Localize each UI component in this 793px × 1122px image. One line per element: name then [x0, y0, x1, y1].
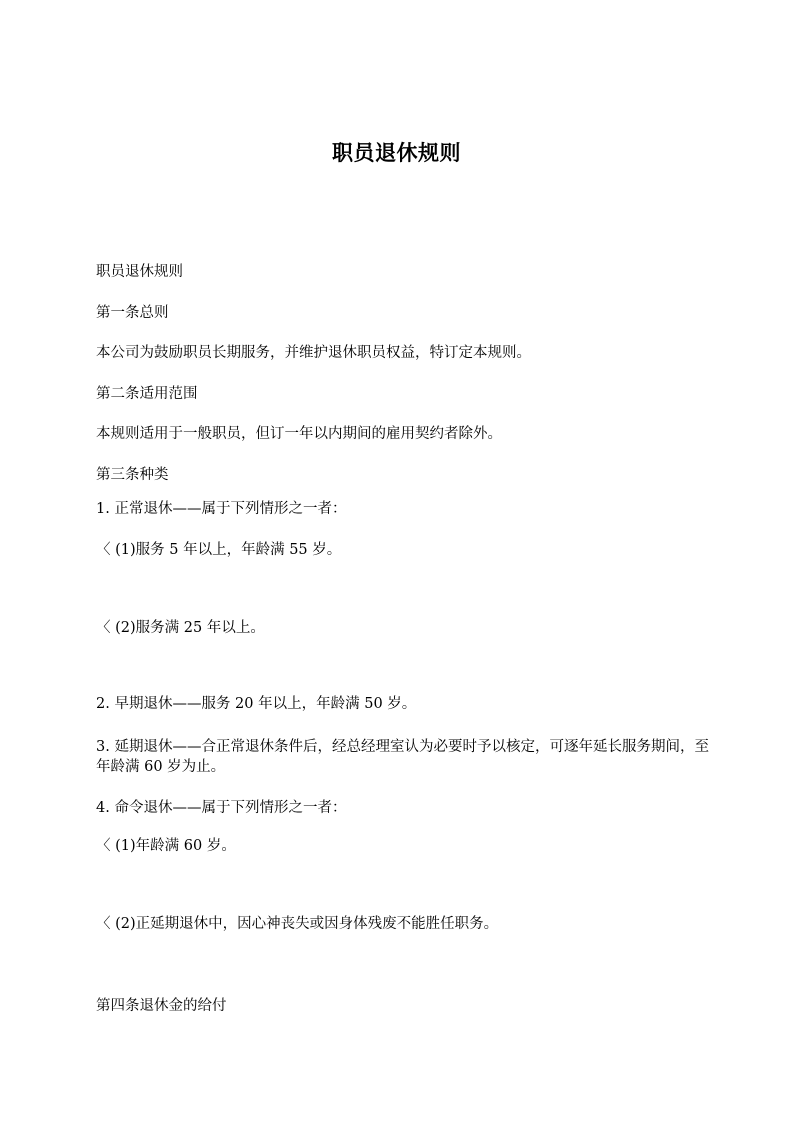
section-heading-3: 第三条种类 [96, 467, 169, 483]
sub-list-item: 〈 (2)正延期退休中，因心神丧失或因身体残废不能胜任职务。 [96, 916, 499, 932]
list-item: 4. 命令退休——属于下列情形之一者： [96, 800, 347, 816]
document-title: 职员退休规则 [332, 141, 461, 165]
section-heading-1: 第一条总则 [96, 305, 169, 321]
list-item: 2. 早期退休——服务 20 年以上，年龄满 50 岁。 [96, 696, 417, 712]
paragraph-text: 本规则适用于一般职员，但订一年以内期间的雇用契约者除外。 [96, 426, 502, 442]
doc-heading: 职员退休规则 [96, 264, 183, 280]
paragraph-text: 本公司为鼓励职员长期服务，并维护退休职员权益，特订定本规则。 [96, 345, 531, 361]
sub-list-item: 〈 (2)服务满 25 年以上。 [96, 620, 265, 636]
sub-list-item: 〈 (1)年龄满 60 岁。 [96, 838, 236, 854]
section-heading-2: 第二条适用范围 [96, 386, 198, 402]
list-item: 1. 正常退休——属于下列情形之一者： [96, 501, 347, 517]
section-heading-4: 第四条退休金的给付 [96, 998, 227, 1014]
sub-list-item: 〈 (1)服务 5 年以上，年龄满 55 岁。 [96, 542, 342, 558]
list-item: 3. 延期退休——合正常退休条件后，经总经理室认为必要时予以核定，可逐年延长服务期间，至年龄满 60 岁为止。 [96, 739, 709, 775]
